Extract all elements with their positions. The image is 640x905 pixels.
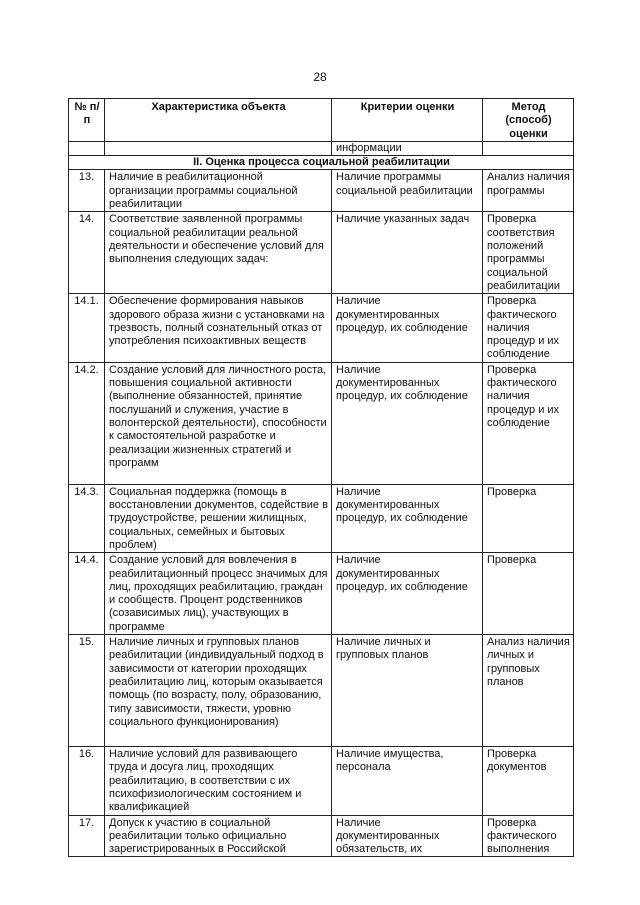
cell-characteristic (105, 141, 332, 155)
table-row (69, 170, 574, 212)
table-row (69, 553, 574, 635)
cell-characteristic: Допуск к участию в социальной реабилитации только официально зарегистрированных в Российской (105, 815, 332, 857)
table-row (69, 362, 574, 484)
cell-criteria: информации (332, 141, 483, 155)
cell-characteristic: Наличие личных и групповых планов реабилитации (индивидуальный подход в зависимости от категории проходящих реабилитацию лиц, которым оказывается помощь (по возрасту, полу, образованию, типу зависимости, тяжести, уровню социального функционирования) (105, 635, 332, 747)
cell-number: 15. (69, 635, 105, 747)
cell-criteria: Наличие указанных задач (332, 212, 483, 294)
header-method: Метод (способ) оценки (483, 99, 574, 142)
evaluation-table (68, 98, 574, 857)
cell-method: Проверка (483, 553, 574, 635)
cell-method: Анализ наличия личных и групповых планов (483, 635, 574, 747)
cell-number: 16. (69, 747, 105, 815)
cell-method: Проверка фактического наличия процедур и их соблюдение (483, 362, 574, 484)
table-row (69, 484, 574, 552)
table-row (69, 212, 574, 294)
cell-number: 13. (69, 170, 105, 212)
cell-criteria: Наличие личных и групповых планов (332, 635, 483, 747)
cell-method: Проверка (483, 484, 574, 552)
cell-method: Проверка соответствия положений программы социальной реабилитации (483, 212, 574, 294)
continuation-row (69, 141, 574, 155)
cell-criteria: Наличие документированных процедур, их соблюдение (332, 553, 483, 635)
page-number: 28 (313, 70, 327, 84)
cell-criteria: Наличие документированных обязательств, их (332, 815, 483, 857)
cell-criteria: Наличие имущества, персонала (332, 747, 483, 815)
header-number: № п/п (69, 99, 105, 142)
cell-characteristic: Создание условий для вовлечения в реабилитационный процесс значимых для лиц, проходящих реабилитацию, граждан и сообществ. Процент родственников (созависимых лиц), участвующих в программе (105, 553, 332, 635)
cell-method: Проверка фактического наличия процедур и их соблюдение (483, 294, 574, 362)
table-row (69, 747, 574, 815)
table-row (69, 635, 574, 747)
cell-characteristic: Наличие в реабилитационной организации программы социальной реабилитации (105, 170, 332, 212)
cell-characteristic: Наличие условий для развивающего труда и досуга лиц, проходящих реабилитацию, в соответствии с их психофизиологическим состоянием и квалификацией (105, 747, 332, 815)
header-characteristic: Характеристика объекта (105, 99, 332, 142)
cell-method: Проверка фактического выполнения (483, 815, 574, 857)
cell-characteristic: Создание условий для личностного роста, повышения социальной активности (выполнение обязанностей, принятие послушаний и служения, участие в волонтерской деятельности), способности к самостоятельной разработке и реализации жизненных стратегий и программ (105, 362, 332, 484)
table-header-row (69, 99, 574, 142)
table-row (69, 294, 574, 362)
cell-number: 14.4. (69, 553, 105, 635)
header-criteria: Критерии оценки (332, 99, 483, 142)
cell-criteria: Наличие документированных процедур, их соблюдение (332, 362, 483, 484)
cell-criteria: Наличие документированных процедур, их соблюдение (332, 484, 483, 552)
table-row (69, 815, 574, 857)
cell-number: 17. (69, 815, 105, 857)
cell-criteria: Наличие документированных процедур, их соблюдение (332, 294, 483, 362)
cell-method: Анализ наличия программы (483, 170, 574, 212)
cell-characteristic: Социальная поддержка (помощь в восстановлении документов, содействие в трудоустройстве, решении жилищных, социальных, семейных и бытовых проблем) (105, 484, 332, 552)
table-body (69, 170, 574, 857)
cell-number: 14.1. (69, 294, 105, 362)
cell-number (69, 141, 105, 155)
cell-characteristic: Обеспечение формирования навыков здорового образа жизни с установками на трезвость, полный сознательный отказ от употребления психоактивных веществ (105, 294, 332, 362)
cell-method (483, 141, 574, 155)
section-row (69, 156, 574, 170)
section-title: II. Оценка процесса социальной реабилитации (69, 156, 574, 170)
cell-criteria: Наличие программы социальной реабилитации (332, 170, 483, 212)
cell-number: 14.3. (69, 484, 105, 552)
cell-characteristic: Соответствие заявленной программы социальной реабилитации реальной деятельности и обеспечение условий для выполнения следующих задач: (105, 212, 332, 294)
cell-number: 14. (69, 212, 105, 294)
cell-number: 14.2. (69, 362, 105, 484)
cell-method: Проверка документов (483, 747, 574, 815)
